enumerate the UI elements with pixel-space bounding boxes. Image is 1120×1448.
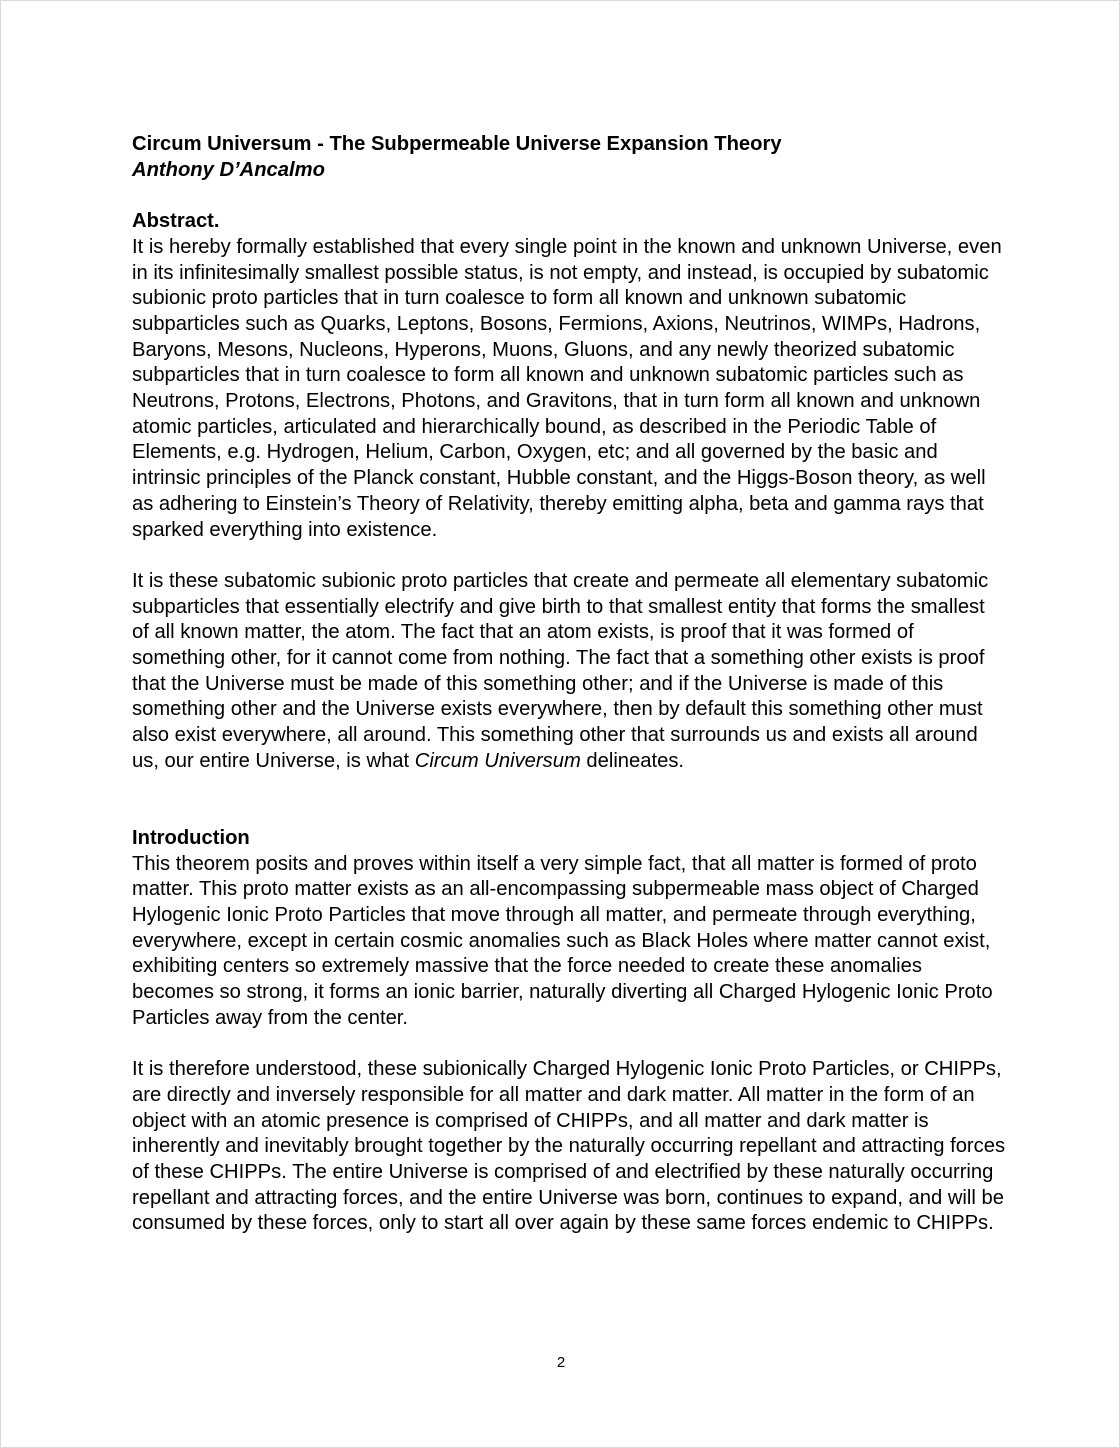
spacer xyxy=(132,775,1007,826)
introduction-paragraph-2: It is therefore understood, these subionically Charged Hylogenic Ionic Proto Particles, or CHIPPs, are directly and inversely responsible for all matter and dark matter. All matter in the form of an object with an atomic presence is comprised of CHIPPs, and all matter and dark matter is inherently and inevitably brought together by the naturally occurring repellant and attracting forces of these CHIPPs. The entire Universe is comprised of and electrified by these naturally occurring repellant and attracting forces, and the entire Universe was born, continues to expand, and will be consumed by these forces, only to start all over again by these same forces endemic to CHIPPs. xyxy=(132,1058,1006,1235)
page-number: 2 xyxy=(556,1354,566,1371)
abstract-paragraph-2 xyxy=(132,569,1007,775)
spacer xyxy=(132,1032,1007,1058)
introduction-paragraph-1: This theorem posits and proves within itself a very simple fact, that all matter is formed of proto matter. This proto matter exists as an all-encompassing subpermeable mass object of Charged Hylogenic Ionic Proto Particles that move through all matter, and permeate through everything, everywhere, except in certain cosmic anomalies such as Black Holes where matter cannot exist, exhibiting centers so extremely massive that the force needed to create these anomalies becomes so strong, it forms an ionic barrier, naturally diverting all Charged Hylogenic Ionic Proto Particles away from the center. xyxy=(132,852,993,1029)
spacer xyxy=(132,183,1007,209)
introduction-heading: Introduction xyxy=(132,826,250,849)
abstract-paragraph-2-end: delineates. xyxy=(580,749,685,772)
abstract-paragraph-2-italic: Circum Universum xyxy=(414,749,581,772)
spacer xyxy=(132,543,1007,569)
abstract-paragraph-2-text: It is these subatomic subionic proto particles that create and permeate all elementary subatomic subparticles that essentially electrify and give birth to that smallest entity that forms the smallest of all known matter, the atom. The fact that an atom exists, is proof that it was formed of something other, for it cannot come from nothing. The fact that a something other exists is proof that the Universe must be made of this something other; and if the Universe is made of this something other and the Universe exists everywhere, then by default this something other must also exist everywhere, all around. This something other that surrounds us and exists all around us, our entire Universe, is what xyxy=(132,569,989,772)
document-title: Circum Universum - The Subpermeable Universe Expansion Theory xyxy=(132,133,782,155)
page-content xyxy=(132,132,1007,1237)
document-author: Anthony D’Ancalmo xyxy=(132,158,325,181)
abstract-heading: Abstract. xyxy=(132,210,220,233)
abstract-paragraph-1: It is hereby formally established that every single point in the known and unknown Universe, even in its infinitesimally smallest possible status, is not empty, and instead, is occupied by subatomic subionic proto particles that in turn coalesce to form all known and unknown subatomic subparticles such as Quarks, Leptons, Bosons, Fermions, Axions, Neutrinos, WIMPs, Hadrons, Baryons, Mesons, Nucleons, Hyperons, Muons, Gluons, and any newly theorized subatomic subparticles that in turn coalesce to form all known and unknown subatomic particles such as Neutrons, Protons, Electrons, Photons, and Gravitons, that in turn form all known and unknown atomic particles, articulated and hierarchically bound, as described in the Periodic Table of Elements, e.g. Hydrogen, Helium, Carbon, Oxygen, etc; and all governed by the basic and intrinsic principles of the Planck constant, Hubble constant, and the Higgs-Boson theory, as well as adhering to Einstein’s Theory of Relativity, thereby emitting alpha, beta and gamma rays that sparked everything into existence. xyxy=(132,235,1002,541)
